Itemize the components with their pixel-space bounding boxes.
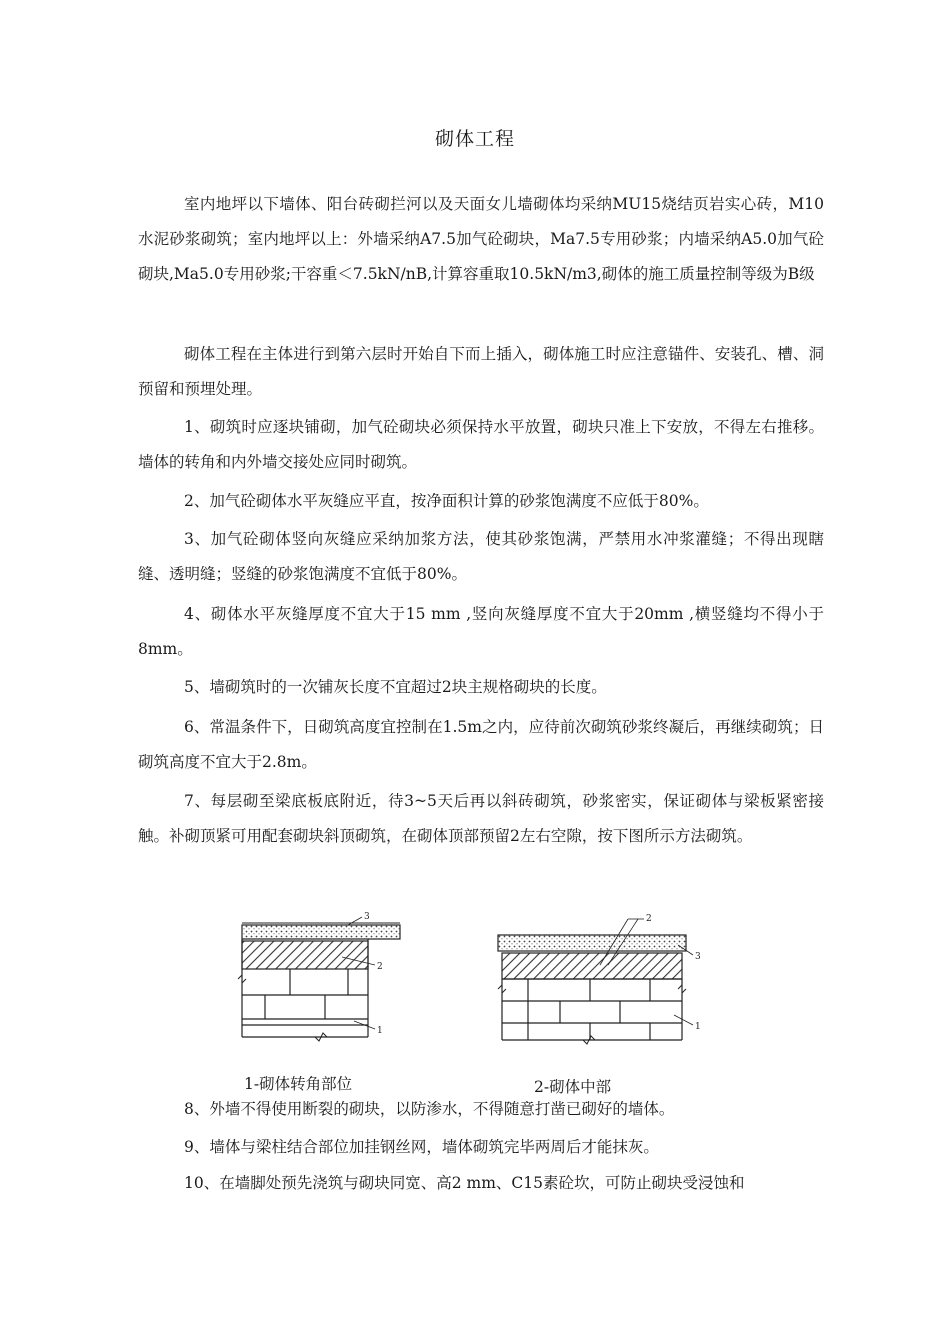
paragraph-item-4: 4、砌体水平灰缝厚度不宜大于15 mm ,竖向灰缝厚度不宜大于20mm ,横竖缝均不得小于8mm。 [138, 605, 824, 658]
paragraph-item-7: 7、每层砌至梁底板底附近，待3~5天后再以斜砖砌筑，砂浆密实，保证砌体与梁板紧密接触。补砌顶紧可用配套砌块斜顶砌筑，在砌体顶部预留2左右空隙，按下图所示方法砌筑。 [138, 792, 824, 845]
paragraph-intro: 室内地坪以下墙体、阳台砖砌拦河以及天面女儿墙砌体均采纳MU15烧结页岩实心砖，M10水泥砂浆砌筑；室内地坪以上：外墙采纳A7.5加气砼砌块，Ma7.5专用砂浆；内墙采纳A5.0加气砼砌块,Ma5.0专用砂浆;干容重＜7.5kN/nB,计算容重取10.5kN/m3,砌体的施工质量控制等级为B级 [138, 195, 824, 283]
paragraph-item-3: 3、加气砼砌体竖向灰缝应采纳加浆方法，使其砂浆饱满，严禁用水冲浆灌缝；不得出现瞎缝、透明缝；竖缝的砂浆饱满度不宜低于80%。 [138, 530, 824, 583]
figure-1-label-2: 2 [377, 962, 383, 972]
figure-2-label-1: 1 [695, 1022, 701, 1032]
figure-2-caption: 2-砌体中部 [534, 1078, 612, 1096]
figure-1-label-1: 1 [377, 1026, 383, 1036]
page-title: 砌体工程 [434, 128, 515, 150]
paragraph-item-5: 5、墙砌筑时的一次铺灰长度不宜超过2块主规格砌块的长度。 [184, 678, 607, 696]
paragraph-sequence: 砌体工程在主体进行到第六层时开始自下而上插入，砌体施工时应注意锚件、安装孔、槽、洞预留和预埋处理。 [138, 345, 824, 398]
paragraph-item-8: 8、外墙不得使用断裂的砌块，以防渗水，不得随意打凿已砌好的墙体。 [184, 1100, 675, 1118]
paragraph-item-1: 1、砌筑时应逐块铺砌，加气砼砌块必须保持水平放置，砌块只准上下安放，不得左右推移。墙体的转角和内外墙交接处应同时砌筑。 [138, 418, 824, 471]
figure-masonry-middle [488, 905, 718, 1055]
paragraph-item-2: 2、加气砼砌体水平灰缝应平直，按净面积计算的砂浆饱满度不应低于80%。 [184, 492, 709, 510]
figure-1-caption: 1-砌体转角部位 [244, 1075, 353, 1093]
paragraph-item-9: 9、墙体与梁柱结合部位加挂钢丝网，墙体砌筑完毕两周后才能抹灰。 [184, 1138, 659, 1156]
figure-2-label-3: 3 [695, 952, 701, 962]
figure-1-label-3: 3 [364, 912, 370, 922]
figure-masonry-corner [230, 905, 410, 1055]
paragraph-item-6: 6、常温条件下，日砌筑高度宜控制在1.5m之内，应待前次砌筑砂浆终凝后，再继续砌筑；日砌筑高度不宜大于2.8m。 [138, 718, 824, 771]
figure-2-label-2: 2 [646, 914, 652, 924]
paragraph-item-10: 10、在墙脚处预先浇筑与砌块同宽、高2 mm、C15素砼坎，可防止砌块受浸蚀和 [184, 1174, 745, 1192]
